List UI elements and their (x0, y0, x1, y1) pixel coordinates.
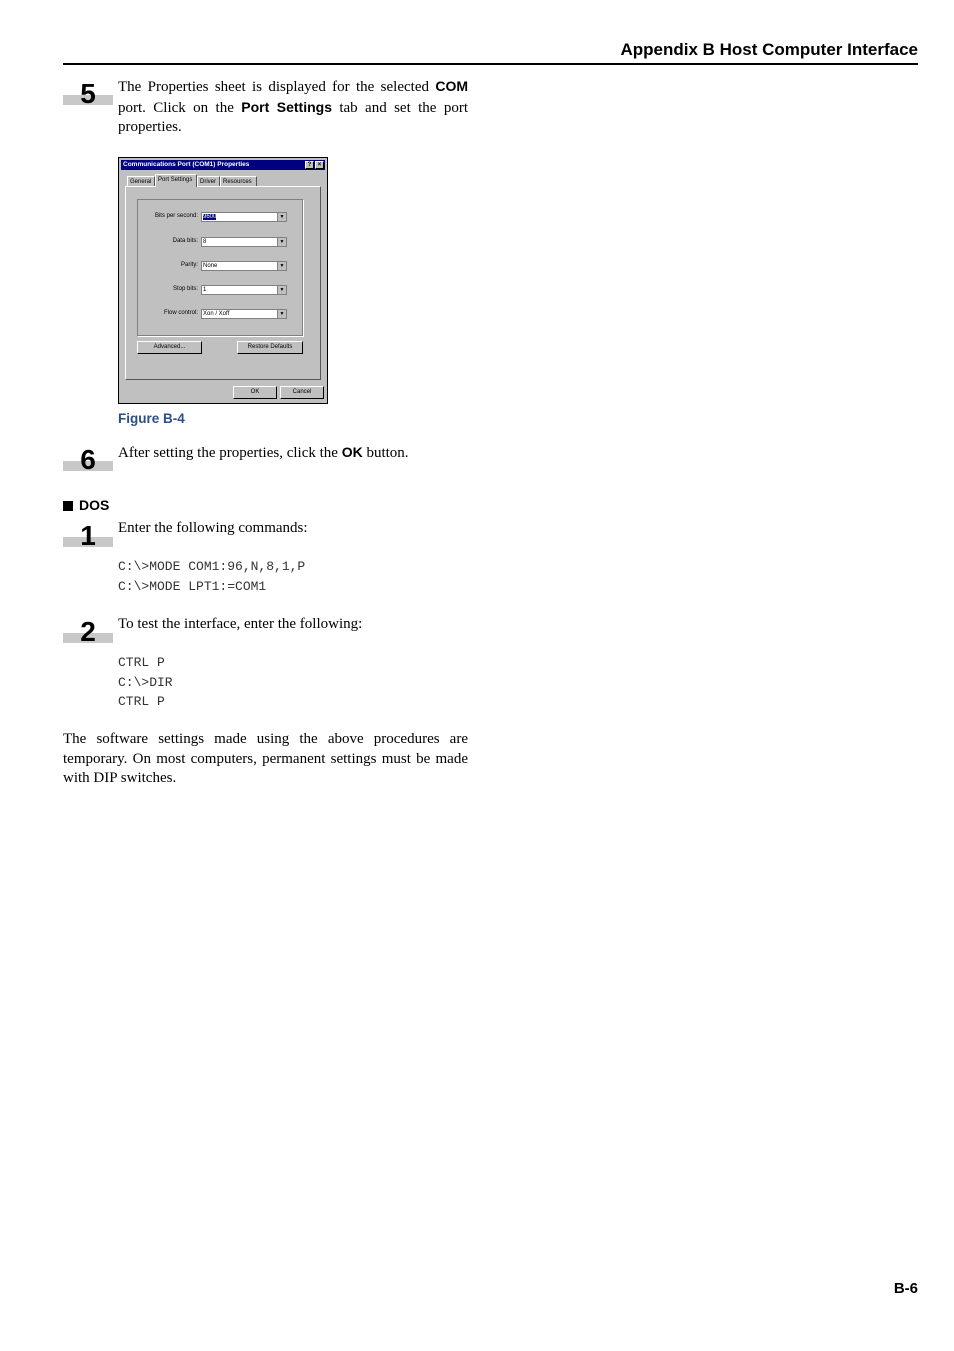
figure-caption: Figure B-4 (118, 411, 185, 426)
tab-resources[interactable]: Resources (220, 176, 257, 186)
chevron-down-icon: ▼ (277, 262, 286, 270)
closing-paragraph: The software settings made using the above procedures are temporary. On most computers, permanent settings must be made with DIP switches. (63, 731, 468, 786)
code-line: C:\>MODE LPT1:=COM1 (118, 578, 267, 594)
com-port-properties-dialog (118, 157, 328, 404)
step-6-text: After setting the properties, click the OK button. (118, 444, 409, 461)
parity-select[interactable]: None ▼ (201, 261, 287, 271)
dos-section-heading: DOS (63, 497, 109, 513)
chevron-down-icon: ▼ (277, 310, 286, 318)
header-rule (63, 63, 918, 65)
advanced-button[interactable]: Advanced... (137, 341, 202, 354)
tab-general[interactable]: General (127, 176, 155, 186)
restore-defaults-button[interactable]: Restore Defaults (237, 341, 303, 354)
tab-driver[interactable]: Driver (197, 176, 220, 186)
dos-step-1-text: Enter the following commands: (118, 520, 308, 536)
data-bits-label: Data bits: (172, 238, 198, 244)
data-bits-select[interactable]: 8 ▼ (201, 237, 287, 247)
tab-port-settings[interactable]: Port Settings (155, 174, 197, 187)
chevron-down-icon: ▼ (277, 238, 286, 246)
chevron-down-icon: ▼ (277, 286, 286, 294)
step-number: 1 (80, 520, 96, 551)
settings-group (137, 199, 303, 336)
code-line: C:\>DIR (118, 674, 173, 690)
code-line: CTRL P (118, 694, 165, 709)
cancel-button[interactable]: Cancel (280, 386, 324, 399)
stop-bits-label: Stop bits: (172, 286, 198, 292)
step-number: 2 (80, 616, 96, 647)
chevron-down-icon: ▼ (277, 213, 286, 221)
code-line: CTRL P (118, 655, 165, 670)
stop-bits-select[interactable]: 1 ▼ (201, 285, 287, 295)
bits-per-second-label: Bits per second: (154, 213, 198, 219)
step-5-text: The Properties sheet is displayed for the selected COM port. Click on the Port Settings tab and set the port properties. (118, 78, 468, 135)
page-header: Appendix B Host Computer Interface (620, 40, 918, 59)
dos-step-2-text: To test the interface, enter the following: (118, 616, 363, 632)
ok-button[interactable]: OK (233, 386, 277, 399)
tab-panel (125, 186, 321, 380)
page-number: B-6 (893, 1280, 918, 1297)
dialog-title: Communications Port (COM1) Properties (123, 161, 250, 168)
step-number: 6 (80, 444, 96, 475)
parity-label: Parity: (180, 262, 198, 268)
flow-control-select[interactable]: Xon / Xoff ▼ (201, 309, 287, 319)
square-bullet-icon (63, 501, 73, 511)
code-block (118, 653, 173, 712)
code-line: C:\>MODE COM1:96,N,8,1,P (118, 559, 306, 574)
bits-per-second-select[interactable]: 9600 ▼ (201, 212, 287, 222)
help-button[interactable]: ? (305, 161, 314, 169)
code-block (118, 557, 305, 596)
close-button[interactable]: × (315, 161, 324, 169)
step-number: 5 (80, 78, 96, 109)
flow-control-label: Flow control: (163, 310, 198, 316)
dialog-title-bar (121, 160, 325, 170)
